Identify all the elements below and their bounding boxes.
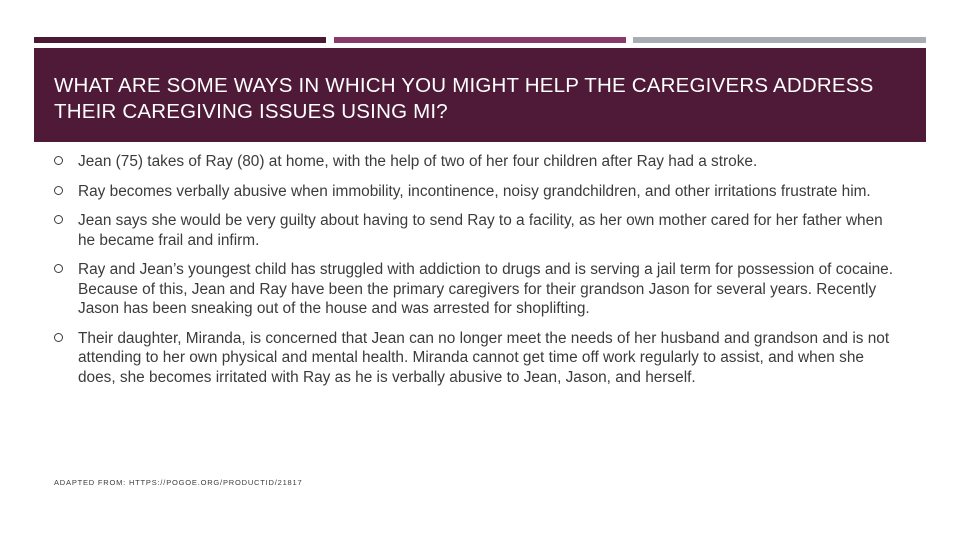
bullet-list: [54, 152, 904, 397]
bullet-item: [54, 211, 904, 250]
bullet-item: [54, 152, 904, 172]
bullet-text: Jean says she would be very guilty about having to send Ray to a facility, as her own mother cared for her father when he became frail and infirm.: [78, 212, 883, 249]
bullet-text: Ray becomes verbally abusive when immobility, incontinence, noisy grandchildren, and other irritations frustrate him.: [78, 182, 871, 200]
bullet-circle-icon: [54, 264, 63, 273]
bullet-circle-icon: [54, 186, 63, 195]
accent-bar-left: [34, 37, 326, 43]
bullet-text: Their daughter, Miranda, is concerned that Jean can no longer meet the needs of her husband and grandson and is not attending to her own physical and mental health. Miranda cannot get time off work regularly to assist, and when she does, she becomes irritated with Ray as he is verbally abusive to Jean, Jason, and herself.: [78, 329, 890, 386]
bullet-circle-icon: [54, 156, 63, 165]
bullet-circle-icon: [54, 333, 63, 342]
bullet-text: Jean (75) takes of Ray (80) at home, with the help of two of her four children after Ray had a stroke.: [78, 153, 758, 170]
slide-title: WHAT ARE SOME WAYS IN WHICH YOU MIGHT HELP THE CAREGIVERS ADDRESS THEIR CAREGIVING ISSUES USING MI?: [54, 74, 874, 123]
bullet-item: [54, 329, 904, 388]
bullet-item: [54, 182, 904, 202]
accent-bar-right: [633, 37, 926, 43]
accent-bar-middle: [334, 37, 626, 43]
bullet-circle-icon: [54, 215, 63, 224]
source-note: ADAPTED FROM: HTTPS://POGOE.ORG/PRODUCTID/21817: [54, 478, 303, 487]
bullet-text: Ray and Jean’s youngest child has struggled with addiction to drugs and is serving a jail term for possession of cocaine. Because of this, Jean and Ray have been the primary caregivers for their grandson Jason for several years. Recently Jason has been sneaking out of the house and was arrested for shoplifting.: [78, 261, 894, 317]
bullet-item: [54, 260, 904, 319]
title-band: [34, 48, 926, 142]
